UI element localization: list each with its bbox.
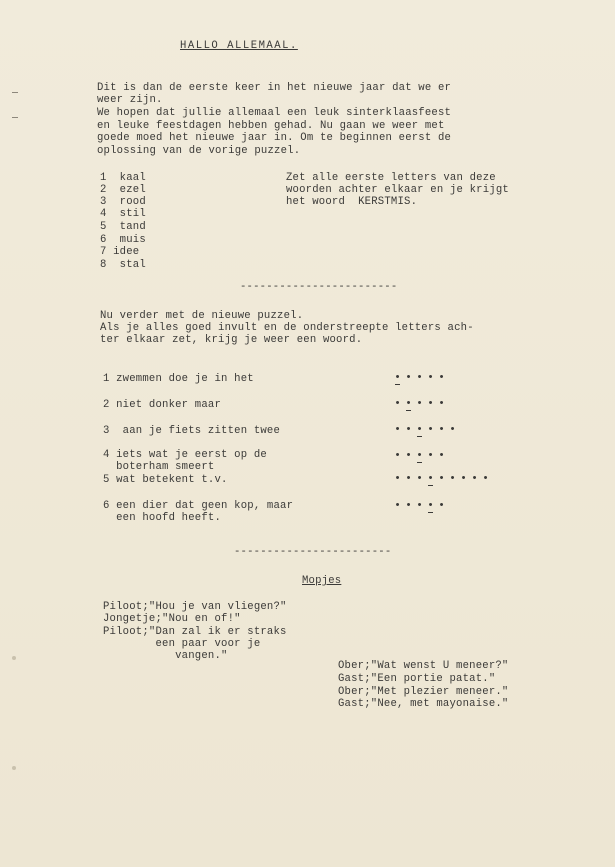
underlined-letter-slot: • <box>403 398 414 410</box>
letter-slot: • <box>394 424 401 436</box>
letter-slot: • <box>438 450 445 462</box>
letter-slot: • <box>427 398 434 410</box>
letter-slot: • <box>438 424 445 436</box>
underlined-letter-slot: • <box>425 500 436 512</box>
jokes-heading: Mopjes <box>302 575 342 587</box>
clue-answer-dots <box>392 372 447 384</box>
solution-note-line: het woord KERSTMIS. <box>286 196 418 208</box>
letter-slot: • <box>416 372 423 384</box>
solution-word: 4 stil <box>100 208 146 220</box>
divider: ------------------------ <box>234 546 392 558</box>
joke-line: Gast;"Een portie patat." <box>338 673 496 685</box>
letter-slot: • <box>449 473 456 485</box>
letter-slot: • <box>405 372 412 384</box>
clue-text: boterham smeert <box>103 461 215 473</box>
margin-mark <box>12 92 18 93</box>
joke-line: een paar voor je <box>103 638 261 650</box>
letter-slot: • <box>438 372 445 384</box>
letter-slot: • <box>438 473 445 485</box>
solution-note-line: Zet alle eerste letters van deze <box>286 172 496 184</box>
clue-text: 4 iets wat je eerst op de <box>103 449 267 461</box>
letter-slot: • <box>416 473 423 485</box>
margin-mark <box>12 117 18 118</box>
solution-word: 1 kaal <box>100 172 146 184</box>
intro-line: weer zijn. <box>97 94 163 106</box>
letter-slot: • <box>394 450 401 462</box>
puzzle-intro-line: ter elkaar zet, krijg je weer een woord. <box>100 334 363 346</box>
solution-word: 6 muis <box>100 234 146 246</box>
intro-line: goede moed het nieuwe jaar in. Om te beginnen eerst de <box>97 132 452 144</box>
letter-slot: • <box>460 473 467 485</box>
letter-slot: • <box>427 372 434 384</box>
joke-line: Piloot;"Dan zal ik er straks <box>103 626 287 638</box>
letter-slot: • <box>482 473 489 485</box>
joke-line: vangen." <box>103 650 228 662</box>
intro-line: Dit is dan de eerste keer in het nieuwe jaar dat we er <box>97 82 452 94</box>
punch-hole <box>12 656 16 660</box>
solution-word: 3 rood <box>100 196 146 208</box>
underlined-letter-slot: • <box>392 372 403 384</box>
letter-slot: • <box>427 424 434 436</box>
clue-text: een hoofd heeft. <box>103 512 222 524</box>
underlined-letter-slot: • <box>425 473 436 485</box>
solution-word: 2 ezel <box>100 184 146 196</box>
letter-slot: • <box>427 450 434 462</box>
letter-slot: • <box>394 398 401 410</box>
puzzle-intro-line: Als je alles goed invult en de onderstreepte letters ach- <box>100 322 474 334</box>
puzzle-intro-line: Nu verder met de nieuwe puzzel. <box>100 310 304 322</box>
letter-slot: • <box>394 500 401 512</box>
clue-answer-dots <box>392 473 491 485</box>
clue-text: 3 aan je fiets zitten twee <box>103 425 281 437</box>
letter-slot: • <box>438 398 445 410</box>
letter-slot: • <box>471 473 478 485</box>
clue-answer-dots <box>392 398 447 410</box>
punch-hole <box>12 766 16 770</box>
letter-slot: • <box>438 500 445 512</box>
clue-answer-dots <box>392 450 447 462</box>
clue-text: 6 een dier dat geen kop, maar <box>103 500 294 512</box>
joke-line: Gast;"Nee, met mayonaise." <box>338 698 509 710</box>
joke-line: Ober;"Wat wenst U meneer?" <box>338 660 509 672</box>
solution-word: 5 tand <box>100 221 146 233</box>
solution-word: 8 stal <box>100 259 146 271</box>
letter-slot: • <box>405 450 412 462</box>
clue-answer-dots <box>392 500 447 512</box>
letter-slot: • <box>405 473 412 485</box>
clue-text: 5 wat betekent t.v. <box>103 474 228 486</box>
page-title: HALLO ALLEMAAL. <box>180 40 298 52</box>
intro-line: We hopen dat jullie allemaal een leuk sinterklaasfeest <box>97 107 452 119</box>
joke-line: Jongetje;"Nou en of!" <box>103 613 241 625</box>
clue-text: 1 zwemmen doe je in het <box>103 373 254 385</box>
joke-line: Ober;"Met plezier meneer." <box>338 686 509 698</box>
joke-line: Piloot;"Hou je van vliegen?" <box>103 601 287 613</box>
letter-slot: • <box>449 424 456 436</box>
letter-slot: • <box>416 398 423 410</box>
letter-slot: • <box>394 473 401 485</box>
solution-note-line: woorden achter elkaar en je krijgt <box>286 184 509 196</box>
clue-answer-dots <box>392 424 458 436</box>
letter-slot: • <box>405 424 412 436</box>
intro-line: oplossing van de vorige puzzel. <box>97 145 301 157</box>
solution-word: 7 idee <box>100 246 140 258</box>
underlined-letter-slot: • <box>414 424 425 436</box>
letter-slot: • <box>416 500 423 512</box>
intro-line: en leuke feestdagen hebben gehad. Nu gaan we weer met <box>97 120 445 132</box>
divider: ------------------------ <box>240 281 398 293</box>
clue-text: 2 niet donker maar <box>103 399 222 411</box>
letter-slot: • <box>405 500 412 512</box>
underlined-letter-slot: • <box>414 450 425 462</box>
